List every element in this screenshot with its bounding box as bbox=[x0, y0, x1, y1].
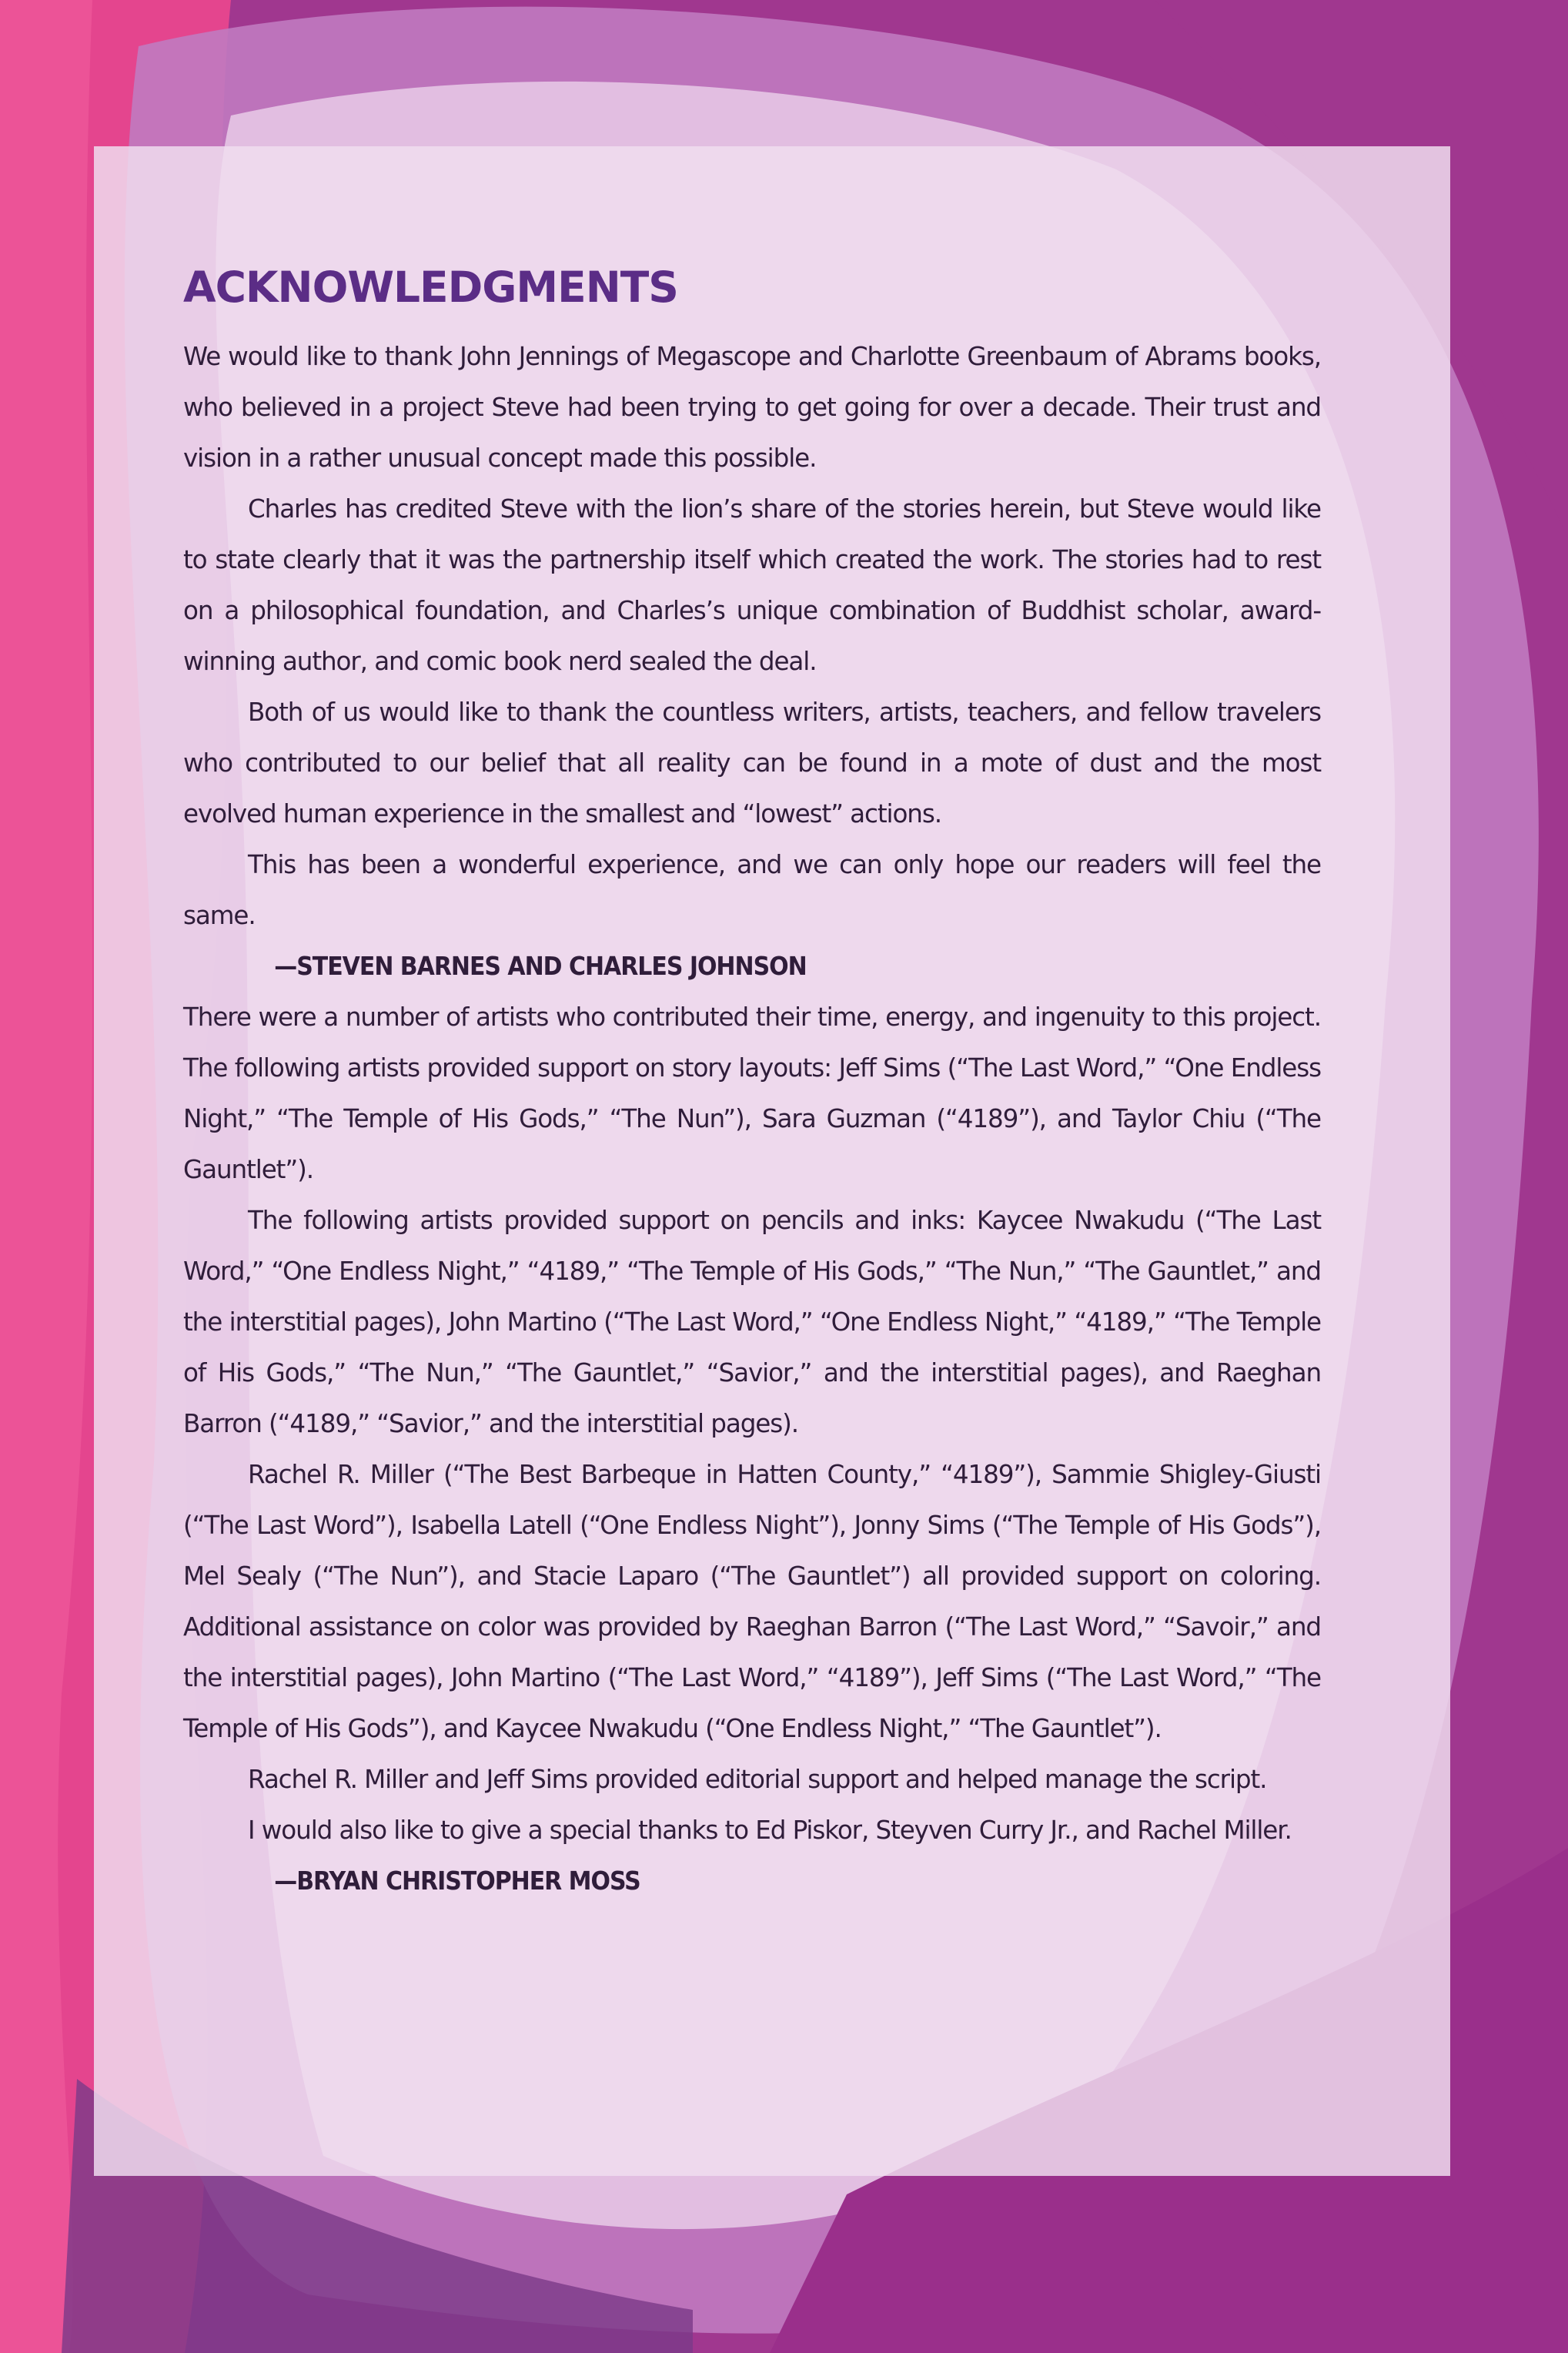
signature: —BRYAN CHRISTOPHER MOSS bbox=[274, 1866, 640, 1896]
paragraph: We would like to thank John Jennings of Megascope and Charlotte Greenbaum of Abrams books, who believed in a project Steve had been trying to get going for over a decade. Their trust and vision in a rather unusual concept made this possible. bbox=[183, 342, 1321, 473]
paragraph: Rachel R. Miller and Jeff Sims provided editorial support and helped manage the script. bbox=[248, 1765, 1267, 1794]
paragraph: Charles has credited Steve with the lion’s share of the stories herein, but Steve would like to state clearly that it was the partnership itself which created the work. The stories had to rest on a philosophical foundation, and Charles’s unique combination of Buddhist scholar, award-winning author, and comic book nerd sealed the deal. bbox=[183, 494, 1321, 676]
paragraph: Rachel R. Miller (“The Best Barbeque in Hatten County,” “4189”), Sammie Shigley-Giusti (“The Last Word”), Isabella Latell (“One Endless Night”), Jonny Sims (“The Temple of His Gods”), Mel Sealy (“The Nun”), and Stacie Laparo (“The Gauntlet”) all provided support on coloring. Additional assistance on color was provided by Raeghan Barron (“The Last Word,” “Savoir,” and the interstitial pages), John Martino (“The Last Word,” “4189”), Jeff Sims (“The Last Word,” “The Temple of His Gods”), and Kaycee Nwakudu (“One Endless Night,” “The Gauntlet”). bbox=[183, 1460, 1321, 1743]
paragraph: The following artists provided support on pencils and inks: Kaycee Nwakudu (“The Last Word,” “One Endless Night,” “4189,” “The Temple of His Gods,” “The Nun,” “The Gauntlet,” and the interstitial pages), John Martino (“The Last Word,” “One Endless Night,” “4189,” “The Temple of His Gods,” “The Nun,” “The Gauntlet,” “Savior,” and the interstitial pages), and Raeghan Barron (“4189,” “Savior,” and the interstitial pages). bbox=[183, 1206, 1321, 1438]
signature: —STEVEN BARNES AND CHARLES JOHNSON bbox=[274, 952, 807, 981]
paragraph: Both of us would like to thank the countless writers, artists, teachers, and fellow travelers who contributed to our belief that all reality can be found in a mote of dust and the most evolved human experience in the smallest and “lowest” actions. bbox=[183, 698, 1321, 828]
acknowledgments-panel bbox=[94, 146, 1450, 2176]
page-title: ACKNOWLEDGMENTS bbox=[183, 263, 678, 312]
paragraph: This has been a wonderful experience, and we can only hope our readers will feel the same. bbox=[183, 850, 1321, 930]
paragraph: There were a number of artists who contributed their time, energy, and ingenuity to this project. The following artists provided support on story layouts: Jeff Sims (“The Last Word,” “One Endless Night,” “The Temple of His Gods,” “The Nun”), Sara Guzman (“4189”), and Taylor Chiu (“The Gauntlet”). bbox=[183, 1002, 1321, 1184]
authors-acknowledgments bbox=[183, 331, 1321, 992]
paragraph: I would also like to give a special thanks to Ed Piskor, Steyven Curry Jr., and Rachel Miller. bbox=[248, 1816, 1292, 1845]
artists-acknowledgments bbox=[183, 992, 1321, 1906]
